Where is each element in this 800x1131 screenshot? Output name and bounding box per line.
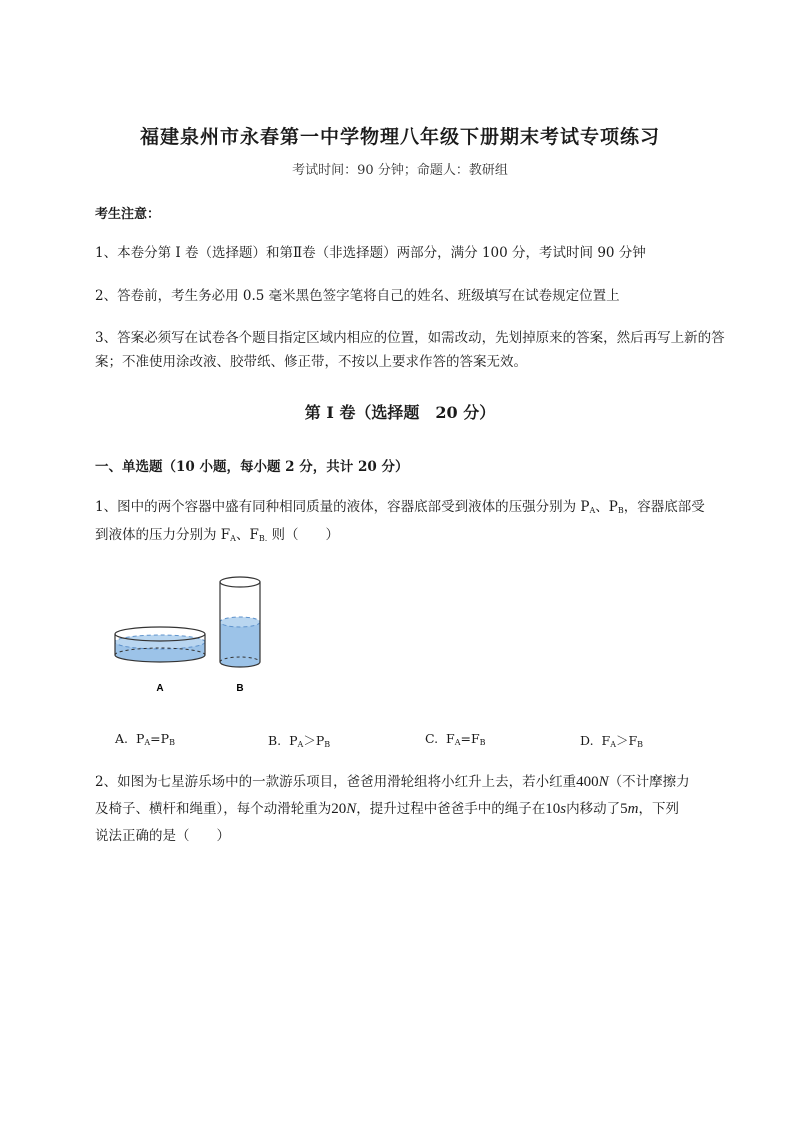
label-b: B <box>236 683 244 694</box>
page-title: 福建泉州市永春第一中学物理八年级下册期末考试专项练习 <box>139 126 660 148</box>
question-1: 1、图中的两个容器中盛有同种相同质量的液体，容器底部受到液体的压强分别为 $P_A$、$P_B$，容器底部受 到液体的压力分别为 $F_A$、$F_{B.}$ 则（ ） <box>95 499 705 543</box>
notice-item-2: 2、答卷前，考生务必用 0.5 毫米黑色签字笔将自己的姓名、班级填写在试卷规定位置上 <box>95 288 620 304</box>
option-a[interactable]: A. $P_A=P_B$ <box>115 731 175 747</box>
option-d[interactable]: D. $F_A>F_B$ <box>580 733 644 749</box>
containers-figure <box>110 570 280 700</box>
part-heading: 一、单选题（10 小题，每小题 2 分，共计 20 分） <box>95 459 409 475</box>
question-2: 2、如图为七星游乐场中的一款游乐项目，爸爸用滑轮组将小红升上去，若小红重400N（不计摩擦力 及椅子、横杆和绳重），每个动滑轮重为20N，提升过程中爸爸手中的绳子在10s内移动了5m，下列 说法正确的是（ ） <box>95 774 690 844</box>
notice-heading: 考生注意： <box>95 207 161 222</box>
option-b[interactable]: B. $P_A>P_B$ <box>268 733 331 749</box>
container-b <box>220 577 260 667</box>
notice-item-3: 3、答案必须写在试卷各个题目指定区域内相应的位置，如需改动，先划掉原来的答案，然后再写上新的答案；不准使用涂改液、胶带纸、修正带，不按以上要求作答的答案无效。 <box>95 330 725 370</box>
notice-item-1: 1、本卷分第 I 卷（选择题）和第Ⅱ卷（非选择题）两部分，满分 100 分，考试时间 90 分钟 <box>95 245 646 261</box>
option-c[interactable]: C. $F_A=F_B$ <box>425 731 486 747</box>
container-a <box>115 627 205 662</box>
exam-info: 考试时间：90 分钟；命题人：教研组 <box>292 163 508 178</box>
label-a: A <box>156 683 164 694</box>
section-title: 第 I 卷（选择题 20 分） <box>304 403 496 422</box>
